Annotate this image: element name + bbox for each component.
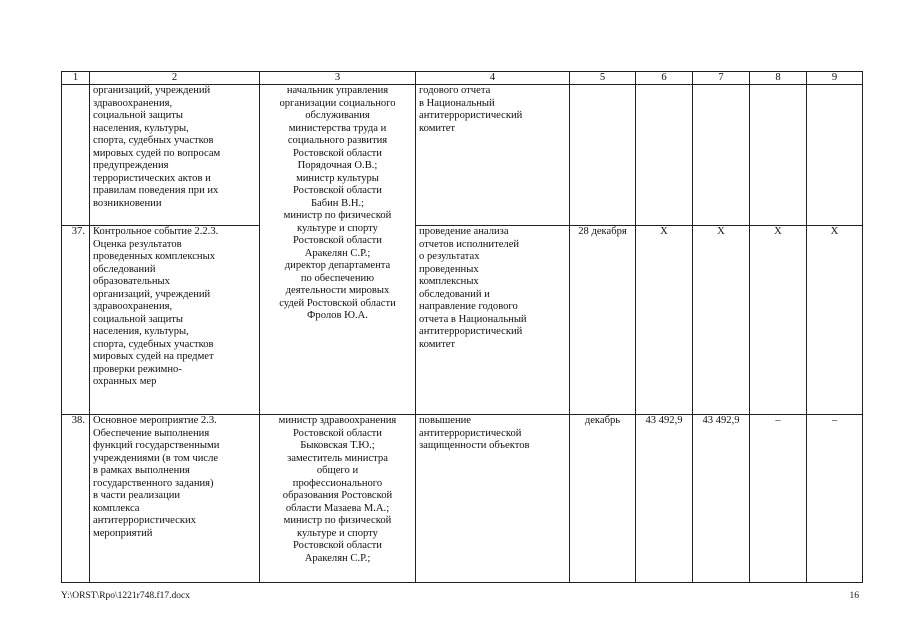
col-header-5: 5 bbox=[570, 72, 636, 85]
table-row bbox=[62, 85, 863, 226]
page-number: 16 bbox=[849, 591, 859, 601]
table-row bbox=[62, 226, 863, 415]
deadline bbox=[570, 85, 636, 226]
expected-result: годового отчета в Национальный антитеррористический комитет bbox=[416, 85, 570, 226]
responsible-persons: начальник управления организации социального обслуживания министерства труда и социального развития Ростовской области Порядочная О.В.; министр культуры Ростовской области Бабин В.Н.; министр по физической культуре и спорту Ростовской области Аракелян С.Р.; директор департамента по обеспечению деятельности мировых судей Ростовской области Фролов Ю.А. bbox=[260, 85, 416, 415]
value-col-6 bbox=[636, 85, 693, 226]
col-header-1: 1 bbox=[62, 72, 90, 85]
file-path: Y:\ORST\Rpo\1221r748.f17.docx bbox=[61, 591, 190, 601]
col-header-3: 3 bbox=[260, 72, 416, 85]
value-col-8 bbox=[750, 85, 807, 226]
value-col-9 bbox=[807, 85, 863, 226]
responsible-persons: министр здравоохранения Ростовской области Быковская Т.Ю.; заместитель министра общего и профессионального образования Ростовской области Мазаева М.А.; министр по физической культуре и спорту Ростовской области Аракелян С.Р.; bbox=[260, 415, 416, 583]
value-col-7 bbox=[693, 85, 750, 226]
col-header-7: 7 bbox=[693, 72, 750, 85]
col-header-6: 6 bbox=[636, 72, 693, 85]
col-header-2: 2 bbox=[90, 72, 260, 85]
value-col-9: – bbox=[807, 415, 863, 583]
value-col-8: – bbox=[750, 415, 807, 583]
value-col-6: 43 492,9 bbox=[636, 415, 693, 583]
measure-name: Контрольное событие 2.2.3. Оценка результатов проведенных комплексных обследований образовательных организаций, учреждений здравоохранения, социальной защиты населения, культуры, спорта, судебных участков мировых судей на предмет проверки режимно- охранных мер bbox=[90, 226, 260, 415]
deadline: декабрь bbox=[570, 415, 636, 583]
expected-result: повышение антитеррористической защищенности объектов bbox=[416, 415, 570, 583]
value-col-7: 43 492,9 bbox=[693, 415, 750, 583]
expected-result: проведение анализа отчетов исполнителей о результатах проведенных комплексных обследований и направление годового отчета в Национальный антитеррористический комитет bbox=[416, 226, 570, 415]
row-number: 37. bbox=[62, 226, 90, 415]
col-header-8: 8 bbox=[750, 72, 807, 85]
row-number: 38. bbox=[62, 415, 90, 583]
measure-name: Основное мероприятие 2.3. Обеспечение выполнения функций государственными учреждениями (в том числе в рамках выполнения государственного задания) в части реализации комплекса антитеррористических мероприятий bbox=[90, 415, 260, 583]
value-col-7: X bbox=[693, 226, 750, 415]
value-col-8: X bbox=[750, 226, 807, 415]
table-row bbox=[62, 415, 863, 583]
col-header-9: 9 bbox=[807, 72, 863, 85]
measure-name: организаций, учреждений здравоохранения, социальной защиты населения, культуры, спорта, судебных участков мировых судей по вопросам предупреждения террористических актов и правилам поведения при их возникновении bbox=[90, 85, 260, 226]
value-col-6: X bbox=[636, 226, 693, 415]
measures-table bbox=[61, 71, 863, 583]
deadline: 28 декабря bbox=[570, 226, 636, 415]
row-number bbox=[62, 85, 90, 226]
column-number-row bbox=[62, 72, 863, 85]
col-header-4: 4 bbox=[416, 72, 570, 85]
value-col-9: X bbox=[807, 226, 863, 415]
